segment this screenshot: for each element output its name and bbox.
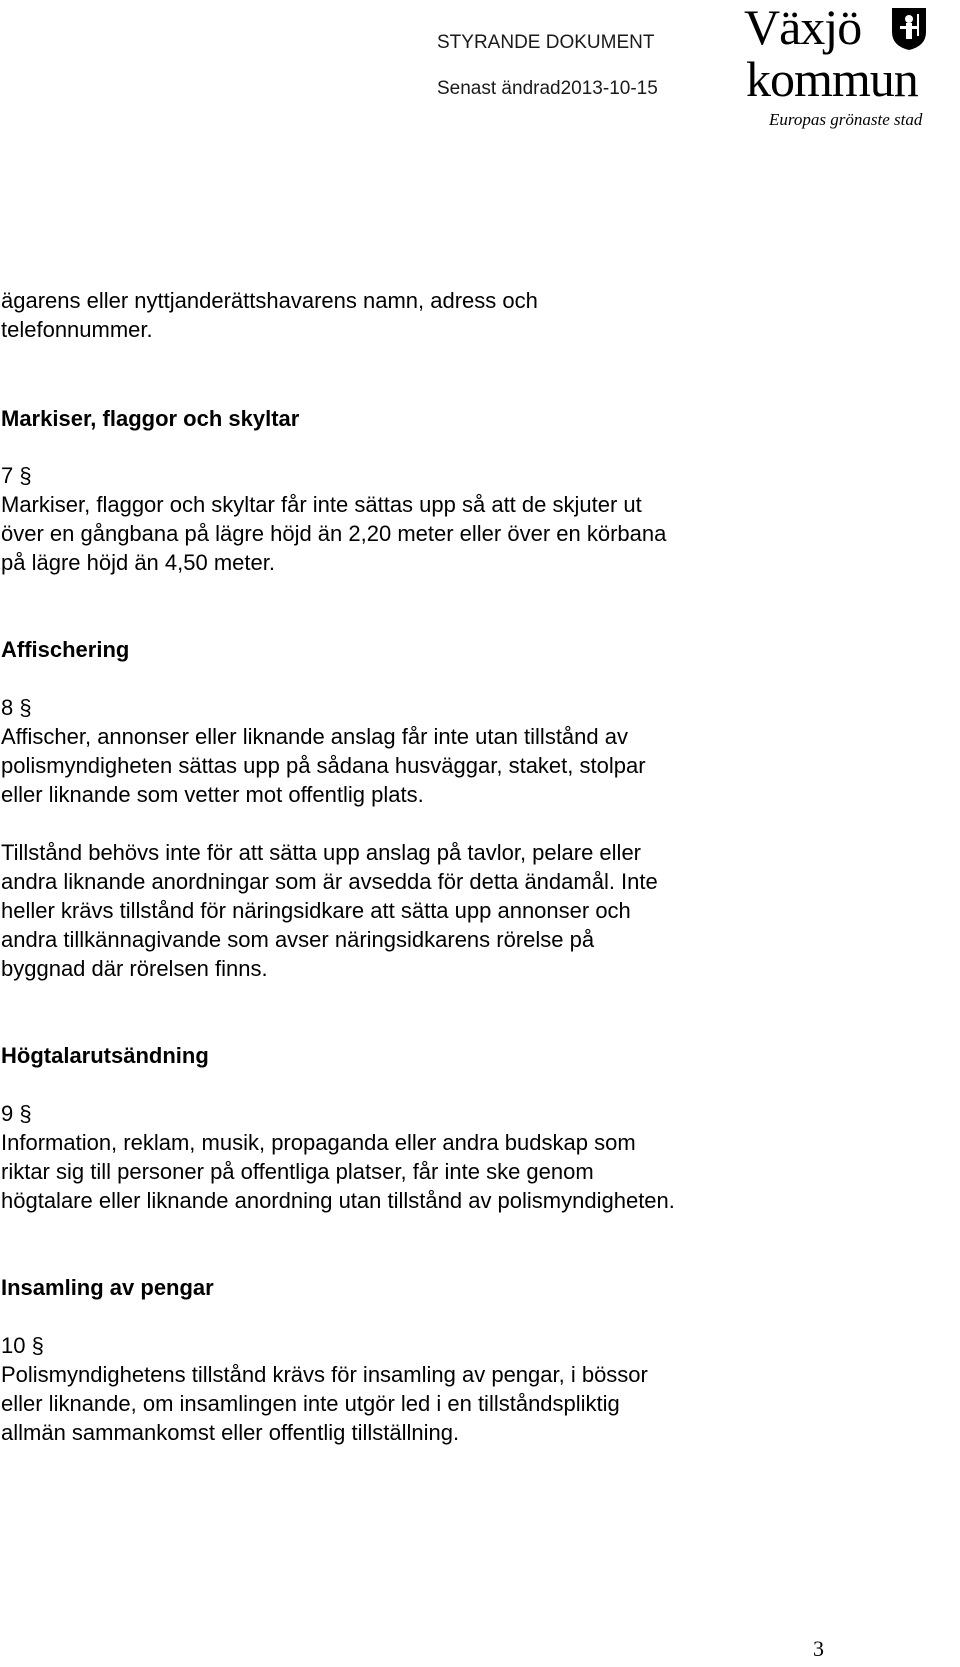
section-heading-affischering: Affischering: [1, 637, 130, 662]
paragraph-number: 9 §: [1, 1101, 32, 1126]
body-line: Information, reklam, musik, propaganda eller andra budskap som: [1, 1130, 636, 1155]
body-line: heller krävs tillstånd för näringsidkare att sätta upp annonser och: [1, 898, 631, 923]
paragraph-number: 8 §: [1, 695, 32, 720]
body-line: allmän sammankomst eller offentlig tillställning.: [1, 1420, 460, 1445]
body-line: telefonnummer.: [1, 317, 153, 342]
body-line: över en gångbana på lägre höjd än 2,20 meter eller över en körbana: [1, 521, 667, 546]
coat-of-arms-icon: [890, 6, 928, 52]
last-changed-label: Senast ändrad2013-10-15: [437, 78, 658, 99]
logo-wordmark-line2: kommun: [746, 51, 918, 107]
body-line: Tillstånd behövs inte för att sätta upp anslag på tavlor, pelare eller: [1, 840, 642, 865]
body-line: på lägre höjd än 4,50 meter.: [1, 550, 275, 575]
document-type-label: STYRANDE DOKUMENT: [437, 32, 655, 53]
section-heading-hogtalarutsandning: Högtalarutsändning: [1, 1043, 209, 1068]
body-line: högtalare eller liknande anordning utan tillstånd av polismyndigheten.: [1, 1188, 675, 1213]
body-line: riktar sig till personer på offentliga platser, får inte ske genom: [1, 1159, 594, 1184]
body-line: polismyndigheten sättas upp på sådana husväggar, staket, stolpar: [1, 753, 646, 778]
page-number: 3: [813, 1636, 824, 1661]
body-line: andra tillkännagivande som avser näringsidkarens rörelse på: [1, 927, 595, 952]
section-heading-insamling: Insamling av pengar: [1, 1275, 214, 1300]
paragraph-number: 7 §: [1, 463, 32, 488]
logo-tagline: Europas grönaste stad: [769, 110, 923, 129]
body-line: Affischer, annonser eller liknande anslag får inte utan tillstånd av: [1, 724, 628, 749]
vaxjo-kommun-logo: [740, 0, 958, 132]
body-line: Markiser, flaggor och skyltar får inte sättas upp så att de skjuter ut: [1, 492, 642, 517]
body-line: Polismyndighetens tillstånd krävs för insamling av pengar, i bössor: [1, 1362, 648, 1387]
logo-wordmark-line1: Växjö: [744, 0, 862, 55]
section-heading-markiser: Markiser, flaggor och skyltar: [1, 406, 300, 431]
paragraph-number: 10 §: [1, 1333, 44, 1358]
body-line: eller liknande som vetter mot offentlig plats.: [1, 782, 424, 807]
body-line: eller liknande, om insamlingen inte utgör led i en tillståndspliktig: [1, 1391, 620, 1416]
body-line: ägarens eller nyttjanderättshavarens namn, adress och: [1, 288, 538, 313]
body-line: byggnad där rörelsen finns.: [1, 956, 268, 981]
body-line: andra liknande anordningar som är avsedda för detta ändamål. Inte: [1, 869, 658, 894]
